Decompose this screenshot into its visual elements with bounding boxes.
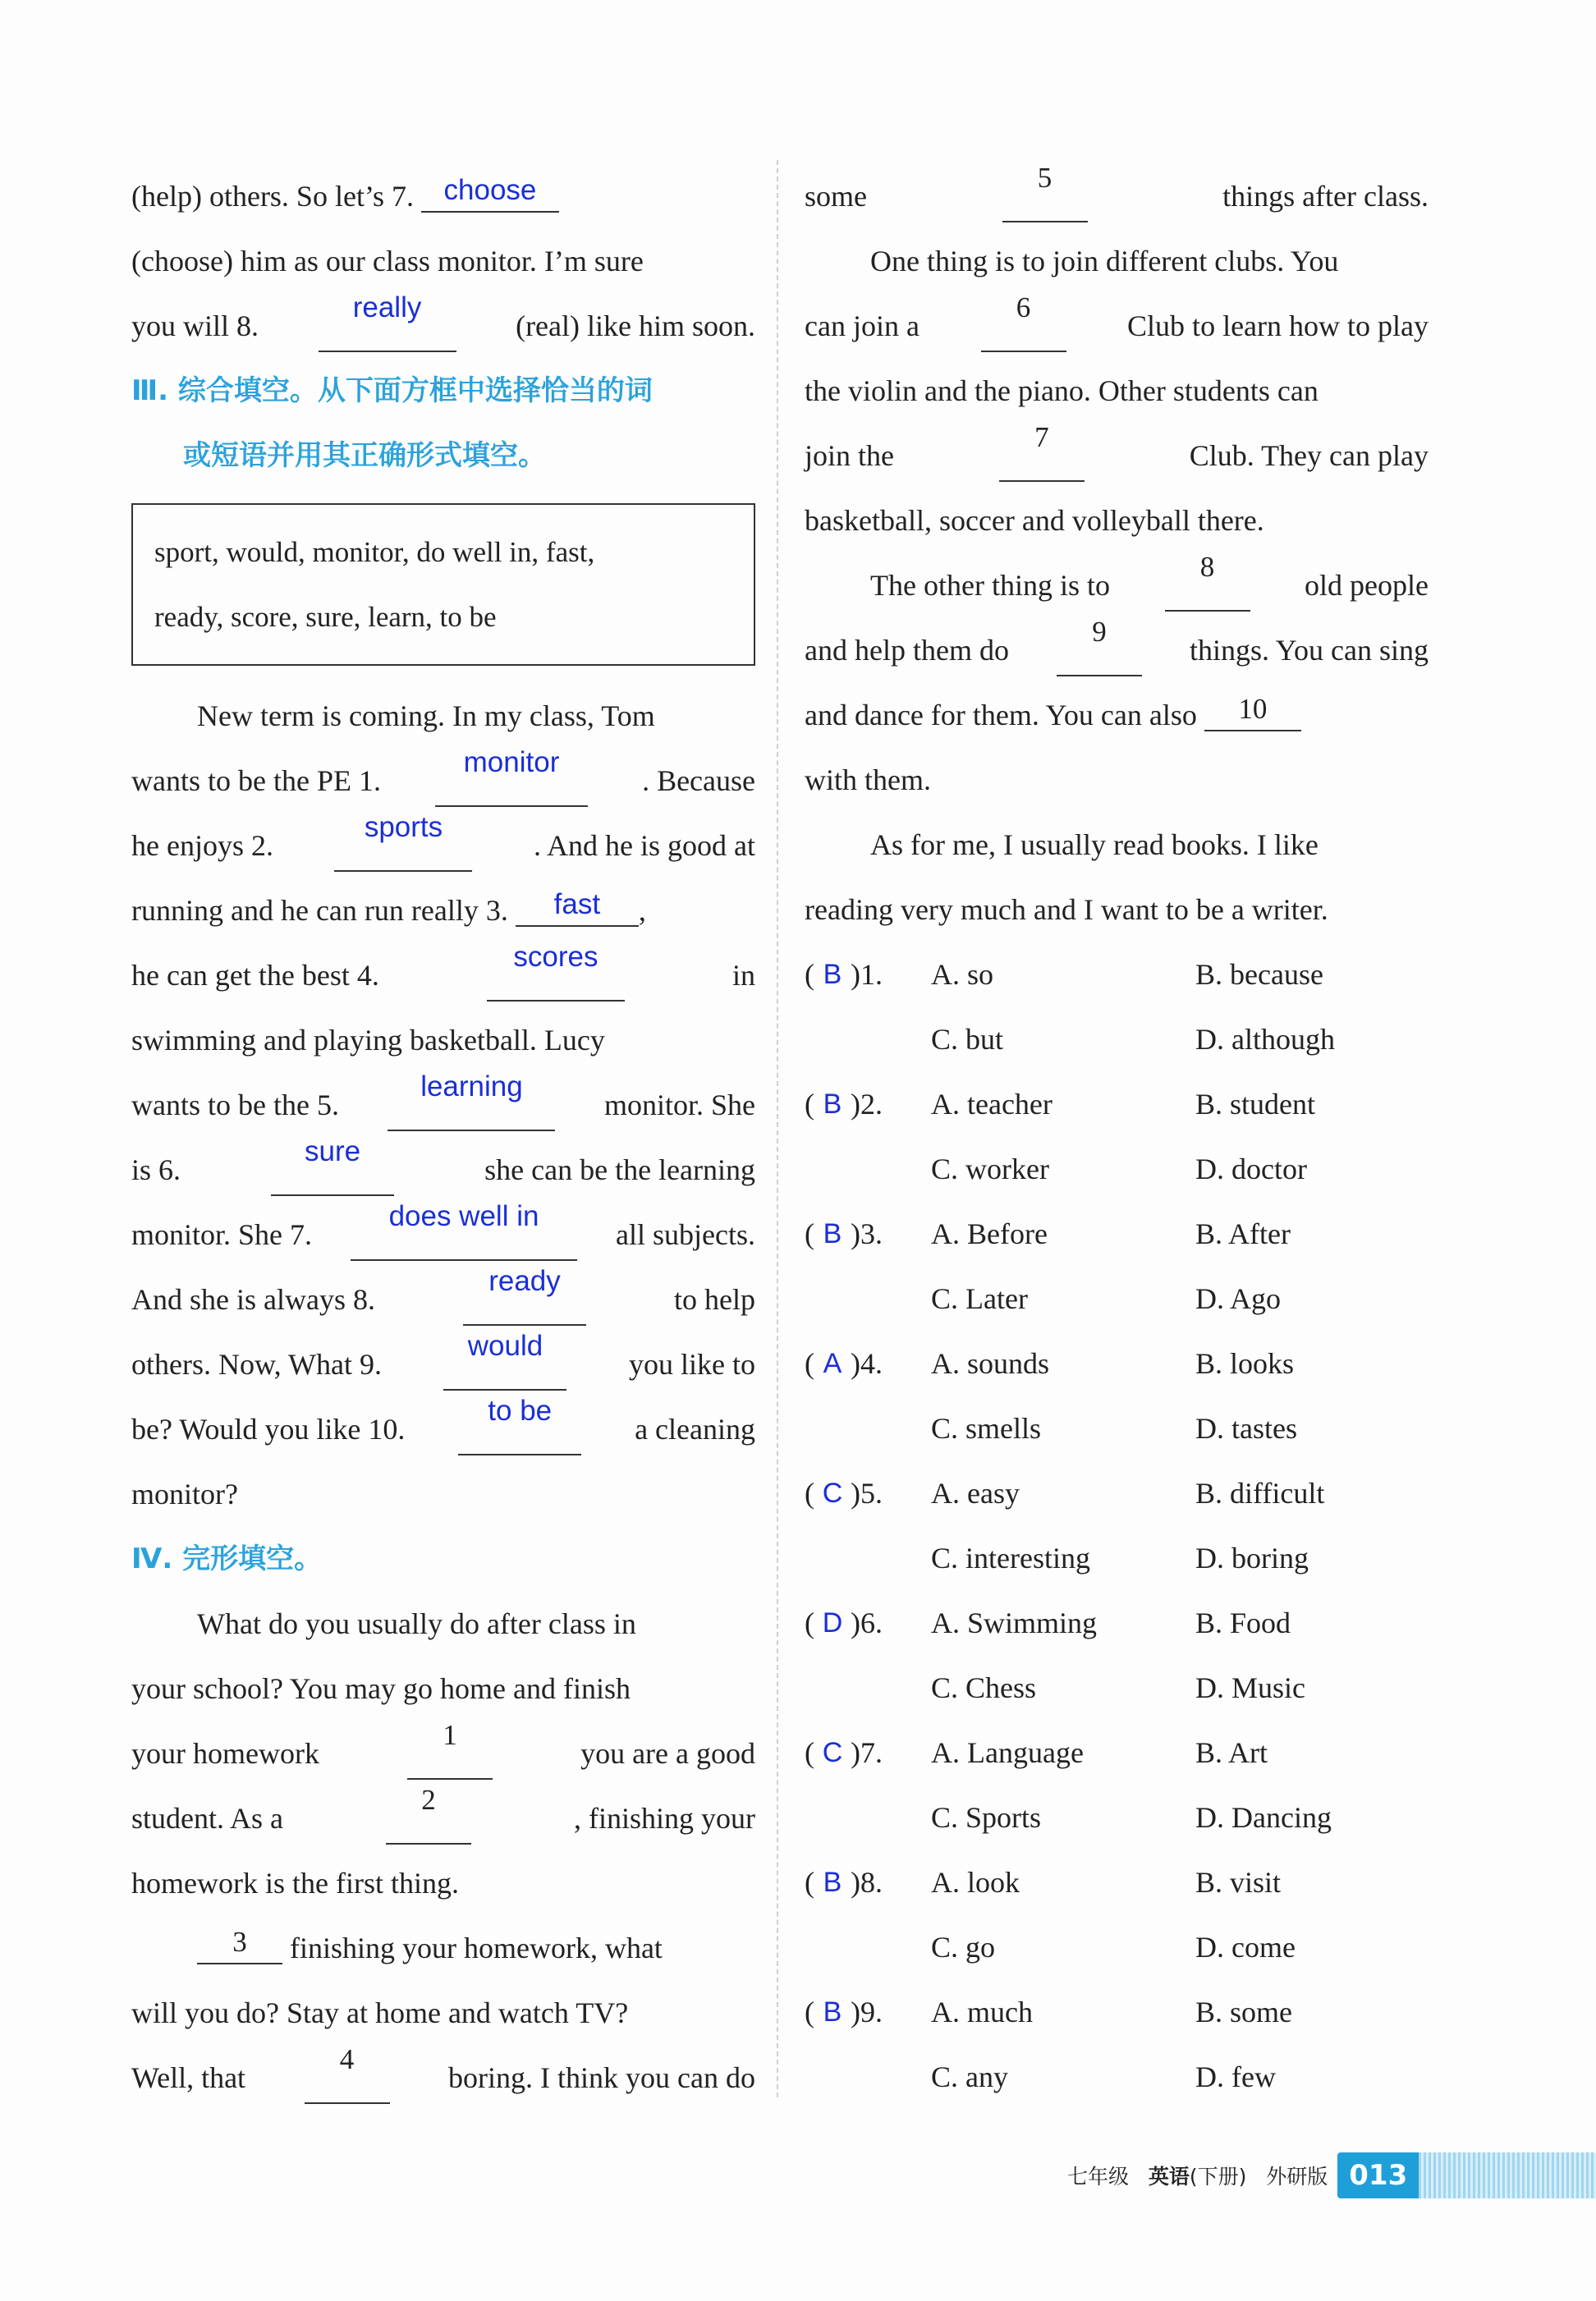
line-text: And she is always 8. [131,1283,375,1316]
question-num-label: )1. [851,958,883,991]
line-text: One thing is to join different clubs. You [870,245,1339,277]
option-d: D. doctor [1195,1153,1307,1185]
answer-mark[interactable]: B [823,1218,842,1249]
question-row-options [805,1656,1429,1721]
line-text: (real) like him soon. [516,309,755,342]
line-text: your homework [131,1737,319,1770]
section-3-title: Ⅲ. 综合填空。从下面方框中选择恰当的词 [131,374,653,407]
option-c: C. Sports [931,1801,1042,1834]
line-text: is 6. [131,1153,181,1186]
option-c: C. any [931,2060,1008,2093]
question-num-label: )4. [851,1347,883,1380]
line-text: . And he is good at [534,829,755,862]
question-row [805,1980,1429,2045]
line-text: he can get the best 4. [131,959,379,992]
line-text: monitor. She 7. [131,1218,313,1251]
line-text: Club. They can play [1189,439,1429,472]
answer-blank[interactable]: fast [516,884,639,927]
line-text: , finishing your [574,1802,755,1835]
open-paren: ( [805,1866,814,1899]
option-b: B. visit [1195,1866,1282,1899]
line-text: (choose) him as our class monitor. I’m sure [131,245,644,277]
line-text: wants to be the PE 1. [131,764,381,797]
page-footer [1067,2151,1596,2200]
open-paren: ( [805,1217,814,1250]
line-text: basketball, soccer and volleyball there. [805,504,1264,537]
line-text: a cleaning [635,1413,755,1446]
option-a: A. Before [931,1217,1048,1250]
text-line [805,359,1429,424]
question-row-options [805,1396,1429,1461]
line-text: swimming and playing basketball. Lucy [131,1024,605,1057]
line-text: , [638,894,646,927]
question-row-options [805,2045,1429,2110]
question-row-options [805,1267,1429,1332]
text-line [131,811,755,878]
question-number [805,1980,931,2045]
answer-blank[interactable]: 9 [1057,612,1142,676]
text-line [131,1462,755,1527]
text-line [131,1786,755,1851]
line-text: things after class. [1222,180,1429,213]
column-divider [777,160,778,2097]
text-line [805,748,1429,813]
option-d: D. Dancing [1195,1801,1332,1834]
open-paren: ( [805,1607,814,1639]
open-paren: ( [805,1477,814,1510]
question-row [805,1202,1429,1267]
footer-publisher: 外研版 [1266,2165,1328,2189]
line-text: you will 8. [131,309,259,342]
answer-blank[interactable]: monitor [435,742,588,807]
answer-mark[interactable]: C [822,1737,843,1768]
open-paren: ( [805,958,814,991]
question-row [805,1332,1429,1396]
text-line [805,488,1429,553]
text-line [131,878,755,943]
text-line [131,1008,755,1073]
footer-volume: (下册) [1189,2165,1247,2189]
answer-mark[interactable]: C [822,1478,843,1509]
line-text: others. Now, What 9. [131,1348,382,1381]
option-a: A. Language [931,1736,1084,1769]
option-a: A. teacher [931,1088,1053,1121]
answer-blank[interactable]: 10 [1204,689,1301,731]
text-line [131,1981,755,2046]
option-a: A. sounds [931,1347,1050,1380]
text-line [805,618,1429,683]
option-a: A. easy [931,1477,1020,1510]
text-line [131,1592,755,1657]
question-row [805,1591,1429,1656]
line-text: you are a good [580,1737,755,1770]
answer-mark[interactable]: B [823,959,842,990]
option-b: B. because [1195,958,1323,991]
line-text: join the [805,439,894,472]
text-line [131,1721,755,1786]
footer-subject: 英语 [1148,2165,1190,2189]
line-text: finishing your homework, what [282,1932,663,1964]
answer-blank[interactable]: ready [463,1261,586,1326]
question-num-label: )7. [851,1736,883,1769]
line-text: and help them do [805,634,1009,667]
answer-blank[interactable]: to be [458,1391,581,1455]
question-row [805,1850,1429,1915]
line-text: homework is the first thing. [131,1867,459,1900]
line-text: The other thing is to [870,569,1110,602]
option-b: B. student [1195,1088,1316,1121]
answer-blank[interactable]: choose [421,170,559,213]
question-number [805,942,931,1007]
question-row-options [805,1007,1429,1072]
section-3-title-cont: 或短语并用其正确形式填空。 [183,439,546,472]
option-b: B. After [1195,1217,1291,1250]
line-text: will you do? Stay at home and watch TV? [131,1996,629,2029]
question-row [805,942,1429,1007]
question-num-label: )6. [851,1607,883,1639]
question-number [805,1721,931,1785]
answer-blank[interactable]: scores [487,937,625,1002]
answer-blank[interactable]: sure [271,1131,394,1196]
line-text: . Because [642,764,755,797]
question-row-options [805,1785,1429,1850]
line-text: New term is coming. In my class, Tom [197,699,655,732]
text-line [805,164,1429,229]
line-text: she can be the learning [484,1153,755,1186]
open-paren: ( [805,1088,814,1121]
option-d: D. boring [1195,1542,1309,1574]
open-paren: ( [805,1736,814,1769]
question-row [805,1721,1429,1785]
answer-mark[interactable]: A [823,1348,842,1379]
line-text: to help [674,1283,755,1316]
question-row [805,1461,1429,1526]
text-line [131,291,755,359]
line-text: student. As a [131,1802,283,1835]
text-line [131,164,755,229]
question-number [805,1591,931,1656]
footer-meta [1067,2161,1328,2190]
word-box-line: ready, score, sure, learn, to be [154,601,497,633]
line-text: be? Would you like 10. [131,1413,406,1446]
question-row-options [805,1526,1429,1591]
question-num-label: )5. [851,1477,883,1510]
line-text: things. You can sing [1189,634,1429,667]
footer-stripe [1419,2152,1596,2198]
option-b: B. difficult [1195,1477,1325,1510]
line-text: running and he can run really 3. [131,894,516,927]
option-a: A. Swimming [931,1607,1098,1639]
option-d: D. Ago [1195,1282,1282,1315]
line-text: As for me, I usually read books. I like [870,828,1319,861]
text-line [805,683,1429,748]
right-column [805,164,1429,2110]
question-num-label: )9. [851,1996,883,2028]
question-row-options [805,1137,1429,1202]
text-line [131,1397,755,1462]
option-c: C. but [931,1023,1004,1056]
text-line [131,1135,755,1203]
option-b: B. looks [1195,1347,1295,1380]
line-text: Well, that [131,2061,246,2094]
text-line [131,1332,755,1397]
line-text: What do you usually do after class in [197,1607,636,1640]
answer-blank[interactable]: learning [388,1066,555,1131]
line-text: in [732,959,755,992]
answer-blank[interactable]: would [443,1326,566,1391]
line-text: Club to learn how to play [1127,309,1429,342]
option-c: C. Chess [931,1671,1037,1704]
text-line [131,1070,755,1138]
text-line [805,553,1429,618]
option-b: B. Food [1195,1607,1291,1639]
line-text: he enjoys 2. [131,829,273,862]
line-text: all subjects. [616,1218,755,1251]
option-c: C. smells [931,1412,1042,1445]
option-d: D. few [1195,2060,1276,2093]
left-column [131,164,755,2111]
line-text: and dance for them. You can also [805,699,1204,731]
option-c: C. go [931,1931,996,1964]
option-a: A. so [931,958,994,991]
option-d: D. tastes [1195,1412,1297,1445]
answer-blank[interactable]: 2 [386,1780,471,1845]
word-box-line: sport, would, monitor, do well in, fast, [154,536,595,568]
text-line [805,813,1429,878]
word-box [131,503,755,666]
text-line [131,943,755,1008]
text-line [131,684,755,749]
option-c: C. worker [931,1153,1049,1185]
line-text: (help) others. So let’s 7. [131,180,421,213]
answer-blank[interactable]: does well in [351,1196,577,1261]
answer-blank[interactable]: 5 [1002,158,1088,222]
text-line [131,1851,755,1916]
text-line [131,1916,755,1981]
line-text: boring. I think you can do [448,2061,755,2094]
section-4-title: Ⅳ. 完形填空。 [131,1542,323,1575]
question-num-label: )2. [851,1088,883,1121]
open-paren: ( [805,1347,814,1380]
question-num-label: )8. [851,1866,883,1899]
text-line [131,1200,755,1267]
question-num-label: )3. [851,1217,883,1250]
question-number [805,1202,931,1267]
answer-blank[interactable]: 6 [981,287,1066,352]
answer-mark[interactable]: B [823,1996,842,2028]
text-line [805,229,1429,294]
question-number [805,1850,931,1915]
option-a: A. much [931,1996,1033,2028]
question-number [805,1461,931,1526]
footer-grade: 七年级 [1067,2165,1130,2189]
option-b: B. Art [1195,1736,1268,1769]
line-text: monitor? [131,1478,238,1510]
text-line [805,878,1429,942]
answer-mark[interactable]: D [822,1607,843,1639]
option-b: B. some [1195,1996,1293,2028]
answer-blank[interactable]: 3 [197,1922,282,1964]
line-text: wants to be the 5. [131,1089,339,1121]
option-c: C. interesting [931,1542,1090,1574]
text-line [131,229,755,294]
line-text: old people [1305,569,1429,602]
question-row-options [805,1915,1429,1980]
option-a: A. look [931,1866,1020,1899]
line-text: can join a [805,309,920,342]
line-text: your school? You may go home and finish [131,1672,631,1705]
text-line [131,1267,755,1332]
text-line [805,421,1429,488]
text-line [131,2043,755,2111]
text-line [131,1657,755,1721]
line-text: with them. [805,763,931,796]
open-paren: ( [805,1996,814,2028]
answer-blank[interactable]: 1 [407,1715,493,1780]
option-d: D. Music [1195,1671,1305,1704]
answer-blank[interactable]: sports [334,807,472,872]
option-d: D. although [1195,1023,1335,1056]
answer-blank[interactable]: 7 [999,417,1085,482]
line-text: monitor. She [603,1089,755,1121]
page-number: 013 [1337,2152,1419,2198]
answer-blank[interactable]: 8 [1165,547,1250,612]
question-number [805,1072,931,1137]
line-text: the violin and the piano. Other students can [805,374,1319,407]
question-row [805,1072,1429,1137]
line-text: some [805,180,867,213]
answer-blank[interactable]: really [319,287,456,352]
option-c: C. Later [931,1282,1028,1315]
text-line [131,746,755,814]
line-text: you like to [629,1348,755,1381]
answer-mark[interactable]: B [823,1867,842,1898]
answer-blank[interactable]: 4 [305,2039,390,2104]
option-d: D. come [1195,1931,1296,1964]
line-text: reading very much and I want to be a writer. [805,893,1328,926]
question-number [805,1332,931,1396]
text-line [805,291,1429,359]
answer-mark[interactable]: B [823,1089,842,1120]
